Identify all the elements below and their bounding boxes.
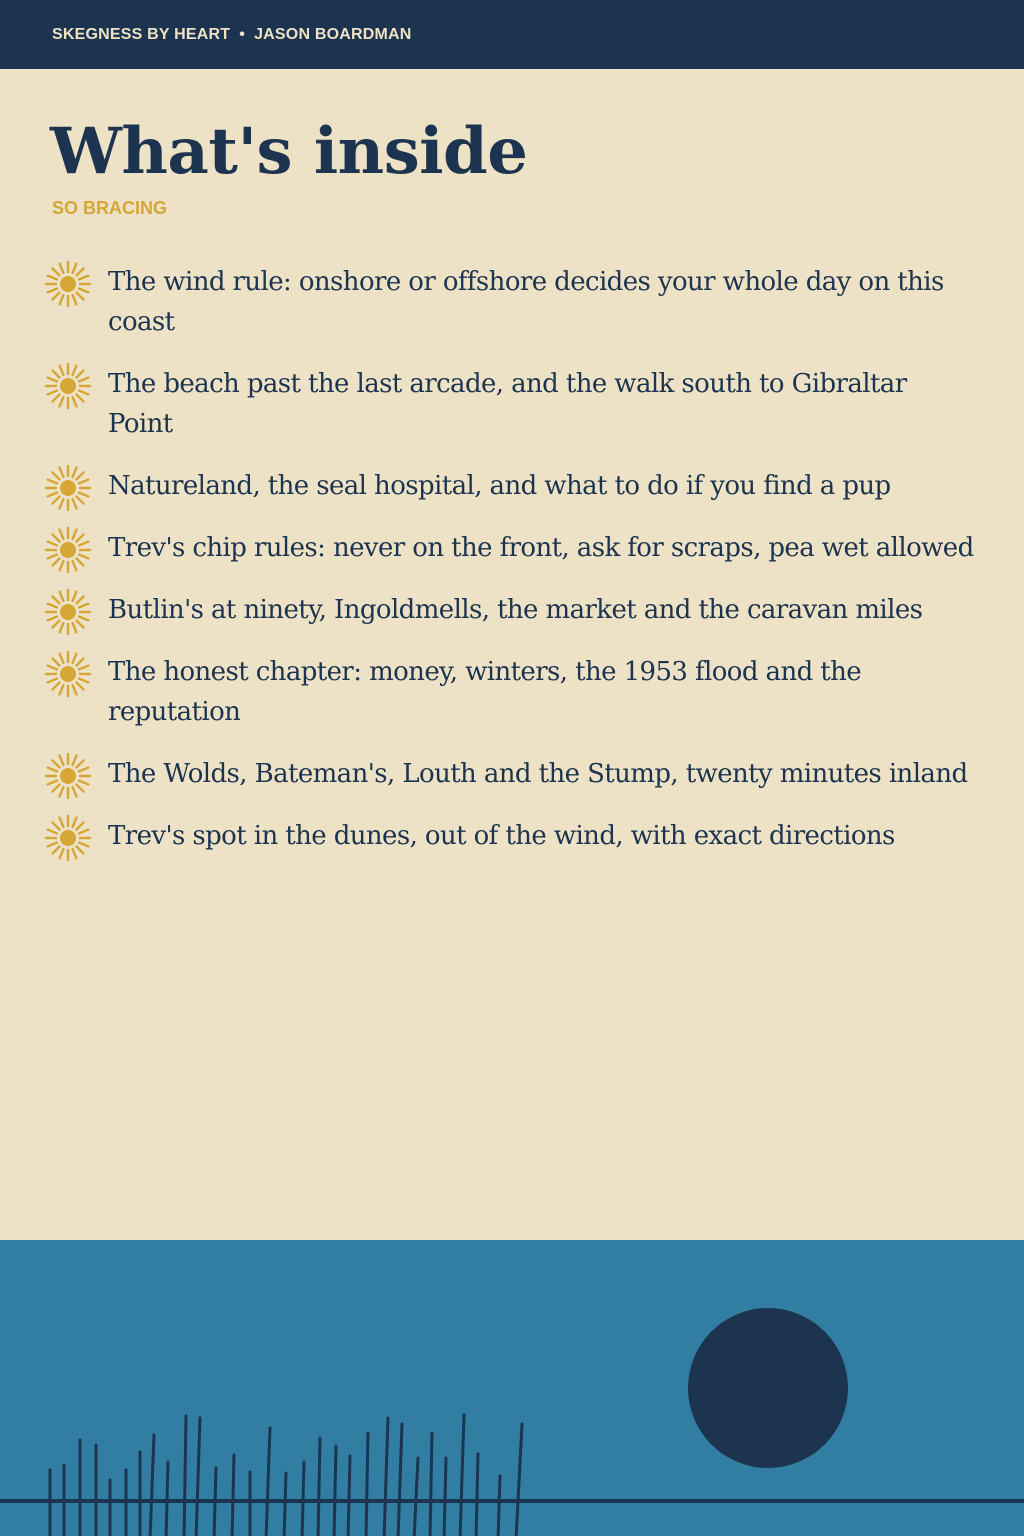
list-item-text: The beach past the last arcade, and the walk south to Gibraltar Point	[108, 369, 907, 439]
sea-illustration	[0, 1240, 1024, 1536]
sun-icon	[44, 362, 92, 410]
top-bar	[0, 0, 1024, 69]
list-item-text: Trev's spot in the dunes, out of the wind, with exact directions	[108, 821, 895, 851]
list-item-text: Natureland, the seal hospital, and what to do if you find a pup	[108, 471, 891, 501]
sun-icon	[44, 464, 92, 512]
list-item-text: Trev's chip rules: never on the front, ask for scraps, pea wet allowed	[108, 533, 974, 563]
contents-list	[44, 262, 974, 878]
sun-icon	[44, 752, 92, 800]
list-item	[44, 754, 974, 794]
list-item	[44, 528, 974, 568]
seaside-scene	[0, 1240, 1024, 1536]
list-item	[44, 590, 974, 630]
page-title: What's inside	[50, 114, 528, 189]
sun-icon	[44, 260, 92, 308]
header-separator: •	[239, 26, 246, 43]
list-item	[44, 816, 974, 856]
dune-grass	[50, 1415, 522, 1536]
list-item-text: The Wolds, Bateman's, Louth and the Stump, twenty minutes inland	[108, 759, 968, 789]
sun-icon	[44, 814, 92, 862]
list-item	[44, 262, 974, 342]
sun-circle	[688, 1308, 848, 1468]
list-item	[44, 466, 974, 506]
list-item	[44, 652, 974, 732]
page-subtitle: SO BRACING	[52, 198, 168, 218]
sun-icon	[44, 526, 92, 574]
book-title: SKEGNESS BY HEART	[52, 26, 231, 43]
sun-icon	[44, 588, 92, 636]
list-item-text: The wind rule: onshore or offshore decides your whole day on this coast	[108, 267, 944, 337]
list-item	[44, 364, 974, 444]
sun-icon	[44, 650, 92, 698]
author-name: JASON BOARDMAN	[254, 26, 412, 43]
list-item-text: The honest chapter: money, winters, the 1953 flood and the reputation	[108, 657, 862, 727]
running-header	[52, 26, 412, 44]
list-item-text: Butlin's at ninety, Ingoldmells, the market and the caravan miles	[108, 595, 923, 625]
